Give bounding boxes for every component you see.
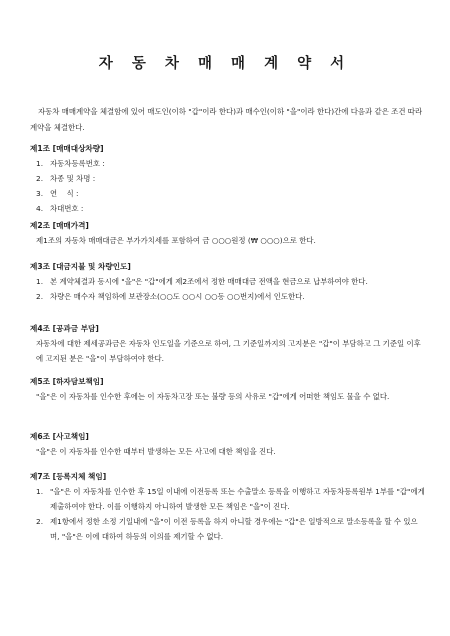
article-text: 제1조의 자동차 매매대금은 부가가치세를 포함하여 금 ○○○원정 (₩ ○○○)으로 한다. [36,236,316,245]
article-3 [30,260,426,304]
list-item [30,201,426,216]
item-text: 자동차등록번호 : [50,159,105,168]
item-text: 차량은 매수자 책임하에 보관장소(○○도 ○○시 ○○동 ○○번지)에서 인도한다. [50,292,305,301]
item-number: 2. [36,517,44,526]
article-heading: 제5조 [하자담보책임] [30,377,104,386]
article-heading: 제4조 [공과금 부담] [30,324,99,333]
item-number: 4. [36,204,44,213]
intro-paragraph: 자동차 매매계약을 체결함에 있어 매도인(이하 "갑"이라 한다)과 매수인(이하 "을"이라 한다)간에 다음과 같은 조건 따라 계약을 체결한다. [30,107,423,132]
item-number: 2. [36,292,44,301]
article-heading: 제2조 [매매가격] [30,221,89,230]
item-number: 2. [36,174,44,183]
document-title: 자 동 차 매 매 계 약 서 [98,55,352,72]
article-heading: 제3조 [대금지불 및 차량인도] [30,262,131,271]
article-2 [30,219,426,248]
item-number: 1. [36,159,44,168]
item-text: 제1항에서 정한 소정 기일내에 "을"이 이전 등록을 하지 아니할 경우에는 "갑"은 일방적으로 말소등록을 할 수 있으며, "을"은 이에 대하여 하등의 이의를 제기할 수 없다. [50,517,418,541]
article-text: "을"은 이 자동차를 인수한 후에는 이 자동차고장 또는 불량 등의 사유로 "갑"에게 어떠한 책임도 물을 수 없다. [36,392,390,401]
list-item [30,514,426,544]
article-5 [30,375,426,404]
article-text: 자동차에 대한 제세공과금은 자동차 인도일을 기준으로 하여, 그 기준일까지의 고지분은 "갑"이 부담하고 그 기준일 이후에 고지된 분은 "을"이 부담하여야 한다. [36,339,421,363]
item-number: 3. [36,189,44,198]
article-heading: 제1조 [매매대상차량] [30,144,104,153]
list-item [30,171,426,186]
item-text: 차종 및 차명 : [50,174,96,183]
item-number: 1. [36,277,44,286]
list-item [30,274,426,289]
list-item [30,156,426,171]
list-item [30,289,426,304]
article-6 [30,430,426,459]
article-heading: 제6조 [사고책임] [30,432,89,441]
item-text: 차대번호 : [50,204,84,213]
article-text: "을"은 이 자동차를 인수한 때부터 발생하는 모든 사고에 대한 책임을 진다. [36,447,276,456]
article-4 [30,322,426,366]
item-text: "을"은 이 자동차를 인수한 후 15일 이내에 이전등록 또는 수출말소 등록을 이행하고 자동차등록원부 1부를 "갑"에게 제출하여야 한다. 이를 이행하지 아니하여 발생한 모든 책임은 "을"이 진다. [50,487,425,511]
article-7 [30,470,426,544]
item-text: 연 식 : [50,189,79,198]
item-number: 1. [36,487,44,496]
article-heading: 제7조 [등록지체 책임] [30,472,107,481]
list-item [30,186,426,201]
list-item [30,484,426,514]
article-1 [30,142,426,216]
item-text: 본 계약체결과 동시에 "을"은 "갑"에게 제2조에서 정한 매매대금 전액을 현금으로 납부하여야 한다. [50,277,368,286]
